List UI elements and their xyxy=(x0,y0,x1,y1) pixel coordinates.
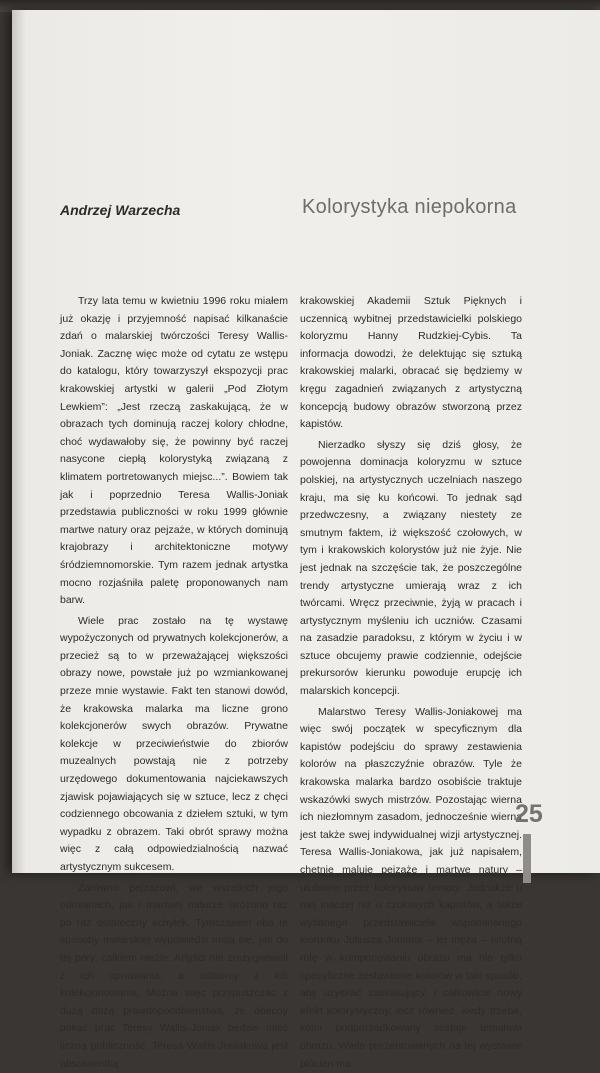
paragraph: Wiele prac zostało na tę wystawę wypożyczonych od prywatnych kolekcjonerów, a przecież są to w przeważającej większości obrazy nowe, powstałe już po wzmiankowanej przeze mnie wystawie. Fakt ten stanowi dowód, że krakowska malarka ma liczne grono kolekcjonerów swych obrazów. Prywatne kolekcje w przeciwieństwie do zbiorów muzealnych powstają nie z potrzeby urzędowego dokumentowania najciekawszych zjawisk pojawiających się w sztuce, lecz z chęci codziennego obcowania z dziełem sztuki, w tym wypadku z obrazem. Taki obrót sprawy można więc z całą odpowiedzialnością nazwać artystycznym sukcesem. xyxy=(60,614,288,873)
page-number-bar xyxy=(523,834,531,883)
author-name: Andrzej Warzecha xyxy=(60,202,181,218)
paragraph: Trzy lata temu w kwietniu 1996 roku miałem już okazję i przyjemność napisać kilkanaście zdań o malarskiej twórczości Teresy Wallis-Joniak. Zacznę więc może od cytatu ze wstępu do katalogu, który towarzyszył ekspozycji prac krakowskiej artystki w galerii „Pod Złotym Lewkiem”: „Jest rzeczą zaskakującą, że w obrazach tych dominują raczej kolory chłodne, choć wydawałoby się, że powinny być raczej nasycone ciepłą kolorystyką związaną z klimatem portretowanych miejsc...”. Bowiem tak jak i poprzednio Teresa Wallis-Joniak przedstawia publiczności w roku 1999 głównie martwe natury oraz pejzaże, w których dominują krajobrazy i architektoniczne motywy śródziemnomorskie. Tym razem jednak artystka mocno rozjaśniła paletę proponowanych nam barw. xyxy=(60,295,288,607)
text-column-left xyxy=(60,293,288,1073)
paragraph: krakowskiej Akademii Sztuk Pięknych i uczennicą wybitnej przedstawicielki polskiego koloryzmu Hanny Rudzkiej-Cybis. Ta informacja dowodzi, że delektując się sztuką krakowskiej malarki, obracać się będziemy w kręgu zagadnień związanych z artystyczną koncepcją budowy obrazów stworzoną przez kapistów. xyxy=(300,295,522,431)
book-page xyxy=(12,10,600,1070)
paragraph: Malarstwo Teresy Wallis-Joniakowej ma więc swój początek w specyficznym dla kapistów podejściu do sprawy zestawienia kolorów na płaszczyźnie obrazów. Tyle że krakowska malarka bardzo osobiście traktuje wskazówki swych mistrzów. Pozostając wierna ich niezłomnym zasadom, jednocześnie wierna jest także swej indywidualnej wizji artystycznej. Teresa Wallis-Joniakowa, jak już napisałem, chętnie maluje pejzaże i martwe natury – ulubione przez kolorystów tematy. Jednakże u niej inaczej niż u czołowych kapistów, a także wybitnego przedstawiciela wspominanego kierunku Juliusza Joniaka – jej męża – istotną rolę w komponowaniu obrazu ma nie tylko specyficzne zestawienie kolorów w taki sposób, aby uzyskać zaskakujący, i całkowicie nowy efekt kolorystyczny, lecz również, kiedy trzeba, kolor podporządkowany zostaje tematowi obrazu. Wiele prezentowanych na tej wystawie płócien ma xyxy=(300,705,522,1070)
paragraph: Nierzadko słyszy się dziś głosy, że powojenna dominacja koloryzmu w sztuce polskiej, na artystycznych uczelniach naszego kraju, ma się ku końcowi. To jednak sąd przedwczesny, a związany niestety ze smutnym faktem, iż większość czołowych, w tym i krakowskich kolorystów już nie żyje. Nie jest jednak na szczęście tak, że poszczególne trendy artystyczne umierają wraz z ich twórcami. Wręcz przeciwnie, żyją w pracach i artystycznym myśleniu ich uczniów. Czasami na zasadzie paradoksu, z którym w życiu i w sztuce obcujemy prawie codziennie, odejście prekursorów kierunku powoduje erupcję ich malarskich koncepcji. xyxy=(300,438,522,698)
page-number: 25 xyxy=(515,800,543,828)
paragraph: Zarówno pejzażowi, we wszelkich jego odmianach, jak i martwej naturze wróżono raz po raz ostateczny schyłek. Tymczasem oba te sposoby malarskiej wypowiedzi mają się, jak do tej pory, całkiem nieźle. Artyści nie zrezygnowali z ich uprawiania, a odbiorcy z ich kolekcjonowania. Można więc przypuszczać z dużą dozą prawdopodobieństwa, że obecny pokaz prac Teresy Wallis-Joniak będzie mieć liczną publiczność. Teresa Wallis-Joniakowa jest absolwentką xyxy=(60,881,288,1070)
text-column-right xyxy=(300,293,522,1073)
article-title: Kolorystyka niepokorna xyxy=(302,196,517,218)
